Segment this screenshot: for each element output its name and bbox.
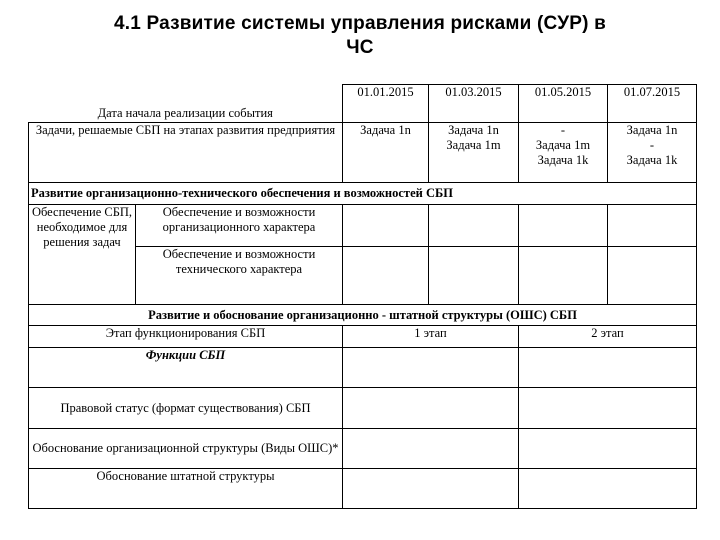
date-cell-3: 01.05.2015 xyxy=(519,85,608,123)
empty-cell xyxy=(519,247,608,305)
empty-cell xyxy=(608,247,697,305)
empty-cell xyxy=(343,429,519,469)
staff-structure-label: Обоснование штатной структуры xyxy=(29,469,343,509)
task-text: Задача 1n xyxy=(626,123,678,137)
tasks-label: Задачи, решаемые СБП на этапах развития предприятия xyxy=(29,123,343,183)
empty-cell xyxy=(343,247,429,305)
empty-cell xyxy=(429,205,519,247)
task-cell-2 xyxy=(429,123,519,183)
date-cell-1: 01.01.2015 xyxy=(343,85,429,123)
empty-cell xyxy=(608,205,697,247)
task-text: Задача 1m xyxy=(535,138,591,152)
task-text: Задача 1k xyxy=(626,153,678,167)
risk-management-table xyxy=(28,84,697,509)
empty-cell xyxy=(519,429,697,469)
task-text: Задача 1k xyxy=(537,153,589,167)
task-text: - xyxy=(560,123,566,137)
legal-status-label: Правовой статус (формат существования) СБП xyxy=(29,388,343,429)
stage-label: Этап функционирования СБП xyxy=(29,326,343,348)
empty-cell xyxy=(343,205,429,247)
empty-cell xyxy=(519,205,608,247)
org-structure-label: Обоснование организационной структуры (Виды ОШС)* xyxy=(29,429,343,469)
functions-label: Функции СБП xyxy=(29,348,343,388)
empty-cell xyxy=(343,388,519,429)
empty-cell xyxy=(519,469,697,509)
empty-cell xyxy=(343,348,519,388)
org-support-label: Обеспечение и возможности организационного характера xyxy=(136,205,343,247)
empty-cell xyxy=(429,247,519,305)
task-text: Задача 1n xyxy=(448,123,499,137)
support-label: Обеспечение СБП, необходимое для решения задач xyxy=(29,205,136,305)
slide-title xyxy=(0,12,720,60)
stage-1: 1 этап xyxy=(343,326,519,348)
task-text: - xyxy=(649,138,655,152)
slide-title-line-2: ЧС xyxy=(346,37,374,58)
task-cell-3 xyxy=(519,123,608,183)
date-cell-2: 01.03.2015 xyxy=(429,85,519,123)
section-header-org-structure: Развитие и обоснование организационно - штатной структуры (ОШС) СБП xyxy=(29,305,697,326)
section-header-tech-support: Развитие организационно-технического обеспечения и возможностей СБП xyxy=(29,183,697,205)
empty-cell xyxy=(519,388,697,429)
task-cell-4 xyxy=(608,123,697,183)
stage-2: 2 этап xyxy=(519,326,697,348)
slide-title-line-1: 4.1 Развитие системы управления рисками (СУР) в xyxy=(113,13,607,34)
task-cell-1 xyxy=(343,123,429,183)
tech-support-label: Обеспечение и возможности технического характера xyxy=(136,247,343,305)
empty-cell xyxy=(343,469,519,509)
task-text: Задача 1n xyxy=(360,123,411,137)
dates-label: Дата начала реализации события xyxy=(29,85,343,123)
task-text: Задача 1m xyxy=(446,138,501,152)
empty-cell xyxy=(519,348,697,388)
date-cell-4: 01.07.2015 xyxy=(608,85,697,123)
